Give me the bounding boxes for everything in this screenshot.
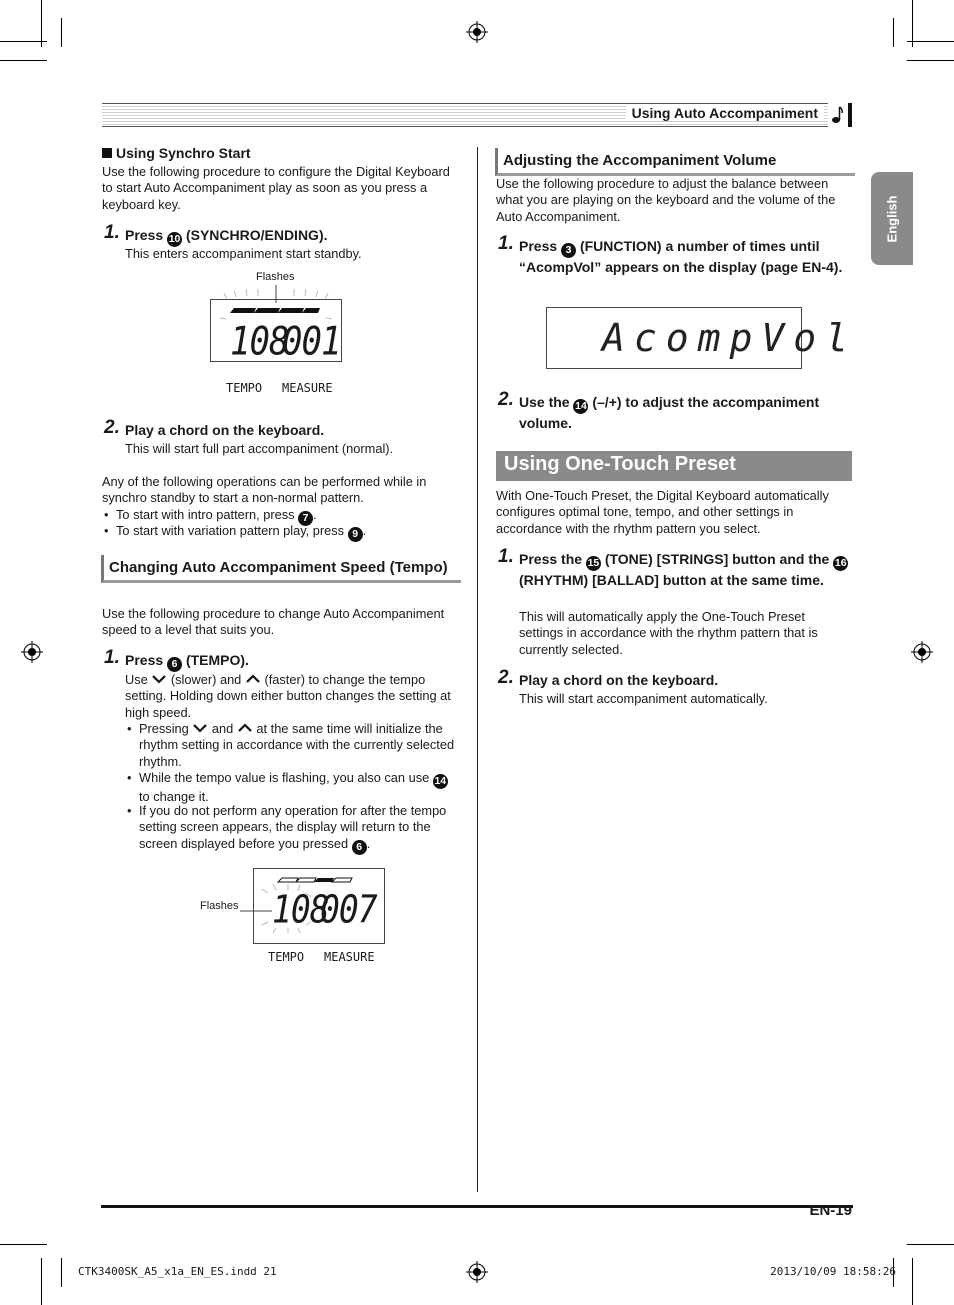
tempo-bullet-dial: • While the tempo value is flashing, you also can use 14 to change it. bbox=[139, 770, 459, 805]
volume-step1: Press 3 (FUNCTION) a number of times until “AcompVol” appears on the display (page EN-4). bbox=[519, 238, 843, 275]
lcd-tempo-label: TEMPO bbox=[268, 950, 305, 964]
crop-mark bbox=[907, 41, 954, 42]
section-title: Using Auto Accompaniment bbox=[626, 105, 824, 121]
volume-intro: Use the following procedure to adjust the balance between what you are playing on the keyboard and the volume of the Auto Accompaniment. bbox=[496, 176, 836, 224]
synchro-step1-sub: This enters accompaniment start standby. bbox=[125, 246, 362, 261]
flashes-label: Flashes bbox=[200, 900, 239, 912]
bullet-intro: • To start with intro pattern, press 7 . bbox=[116, 507, 317, 526]
button-6-icon: 6 bbox=[167, 657, 182, 672]
crop-mark bbox=[61, 1258, 62, 1287]
button-15-icon: 15 bbox=[587, 557, 600, 569]
registration-mark-icon bbox=[466, 1261, 488, 1283]
preset-intro: With One-Touch Preset, the Digital Keyboard automatically configures optimal tone, tempo, and other settings in accordance with the rhythm pattern you select. bbox=[496, 488, 829, 536]
date-slug: 2013/10/09 18:58:26 bbox=[770, 1265, 896, 1278]
step-number: 1. bbox=[104, 222, 120, 243]
lcd-measure-label: MEASURE bbox=[282, 381, 333, 395]
preset-step1-sub: This will automatically apply the One-Touch Preset settings in accordance with the rhythm pattern that is currently selected. bbox=[519, 609, 818, 657]
button-10-icon: 10 bbox=[168, 233, 181, 245]
page-number: EN-19 bbox=[809, 1202, 852, 1219]
button-6-icon: 6 bbox=[352, 840, 367, 855]
synchro-step2-sub: This will start full part accompaniment (normal). bbox=[125, 441, 394, 456]
synchro-step1: Press 10 (SYNCHRO/ENDING). bbox=[125, 227, 328, 245]
section-heading-preset: Using One-Touch Preset bbox=[496, 451, 852, 481]
tempo-bullet-timeout: • If you do not perform any operation for after the tempo setting screen appears, the display will return to the screen displayed before you pressed 6 . bbox=[139, 803, 459, 855]
lcd-measure-value: 001 bbox=[282, 319, 341, 365]
chevron-down-icon bbox=[151, 673, 167, 685]
lcd-text: AcompVol bbox=[602, 316, 858, 360]
crop-mark bbox=[0, 41, 47, 42]
crop-mark bbox=[41, 1258, 42, 1305]
tempo-step1: Press 6 (TEMPO). bbox=[125, 652, 249, 670]
language-tab: English bbox=[871, 172, 913, 265]
synchro-any: Any of the following operations can be performed while in synchro standby to start a non-normal pattern. bbox=[102, 474, 427, 506]
music-note-icon bbox=[828, 103, 854, 127]
crop-mark bbox=[61, 18, 62, 47]
step-number: 2. bbox=[498, 667, 514, 688]
crop-mark bbox=[907, 1244, 954, 1245]
lcd-measure-label: MEASURE bbox=[324, 950, 375, 964]
tempo-intro: Use the following procedure to change Auto Accompaniment speed to a level that suits you. bbox=[102, 606, 445, 638]
chevron-up-icon bbox=[245, 673, 261, 685]
tempo-use-text: Use (slower) and (faster) to change the tempo setting. Holding down either button changes the setting at high speed. bbox=[125, 672, 451, 720]
button-16-icon: 16 bbox=[834, 557, 847, 569]
crop-mark bbox=[907, 60, 954, 61]
synchro-step2: Play a chord on the keyboard. bbox=[125, 422, 325, 438]
crop-mark bbox=[912, 1258, 913, 1305]
bullet-variation: • To start with variation pattern play, press 9 . bbox=[116, 523, 366, 542]
preset-step2-sub: This will start accompaniment automatically. bbox=[519, 691, 768, 706]
button-14-icon: 14 bbox=[434, 775, 447, 787]
button-9-icon: 9 bbox=[348, 527, 363, 542]
crop-mark bbox=[41, 0, 42, 47]
section-heading-volume: Adjusting the Accompaniment Volume bbox=[495, 148, 855, 176]
lcd-tempo-label: TEMPO bbox=[226, 381, 263, 395]
button-14-icon: 14 bbox=[575, 400, 587, 412]
flashes-label: Flashes bbox=[256, 271, 295, 283]
volume-step2: Use the 14 (–/+) to adjust the accompaniment volume. bbox=[519, 394, 820, 431]
step-number: 2. bbox=[498, 389, 514, 410]
file-slug: CTK3400SK_A5_x1a_EN_ES.indd 21 bbox=[78, 1265, 277, 1278]
lcd-tempo-value: 108 bbox=[272, 887, 329, 932]
crop-mark bbox=[0, 60, 47, 61]
lcd-display-volume bbox=[546, 307, 858, 369]
registration-mark-icon bbox=[466, 21, 488, 43]
crop-mark bbox=[912, 0, 913, 47]
section-heading-tempo: Changing Auto Accompaniment Speed (Tempo) bbox=[101, 555, 461, 583]
step-number: 1. bbox=[498, 546, 514, 567]
button-3-icon: 3 bbox=[561, 243, 576, 258]
crop-mark bbox=[893, 18, 894, 47]
synchro-intro: Use the following procedure to configure the Digital Keyboard to start Auto Accompaniment play as soon as you press a keyboard key. bbox=[102, 164, 450, 212]
column-divider bbox=[477, 147, 478, 1192]
preset-step2: Play a chord on the keyboard. bbox=[519, 672, 719, 688]
step-number: 1. bbox=[104, 647, 120, 668]
chevron-down-icon bbox=[192, 722, 208, 734]
button-7-icon: 7 bbox=[298, 511, 313, 526]
crop-mark bbox=[0, 1244, 47, 1245]
preset-step1: Press the 15 (TONE) [STRINGS] button and the 16 (RHYTHM) [BALLAD] button at the same time. bbox=[519, 551, 847, 588]
step-number: 2. bbox=[104, 417, 120, 438]
registration-mark-icon bbox=[21, 641, 43, 663]
tempo-bullet-reset: • Pressing and at the same time will initialize the rhythm setting in accordance with the currently selected rhythm. bbox=[139, 721, 459, 770]
step-number: 1. bbox=[498, 233, 514, 254]
registration-mark-icon bbox=[911, 641, 933, 663]
subheading-synchro: Using Synchro Start bbox=[102, 145, 251, 161]
lcd-tempo-value: 108 bbox=[230, 319, 289, 365]
chevron-up-icon bbox=[237, 722, 253, 734]
footer-rule bbox=[101, 1205, 853, 1208]
lcd-measure-value: 007 bbox=[320, 887, 377, 932]
